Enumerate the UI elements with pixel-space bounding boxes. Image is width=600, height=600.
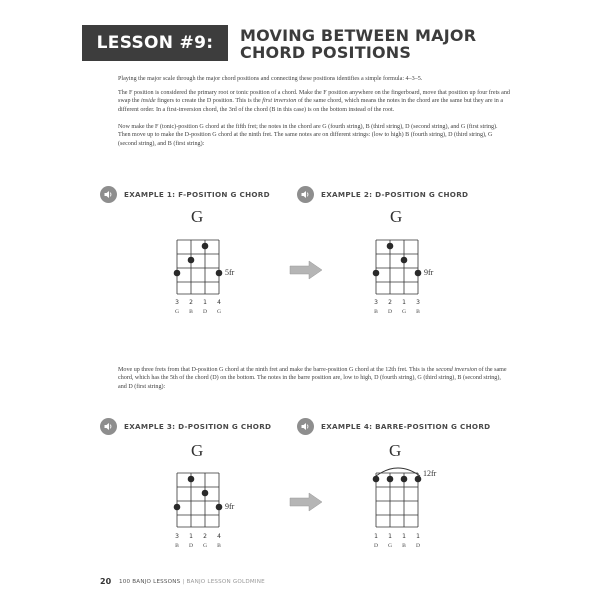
fret-position-label: 12fr — [423, 469, 437, 478]
finger-number: 1 — [388, 533, 392, 540]
finger-number: 1 — [402, 533, 406, 540]
note-name: G — [401, 309, 407, 315]
finger-number: 2 — [203, 533, 207, 540]
finger-number: 2 — [388, 299, 392, 306]
finger-number: 1 — [416, 533, 420, 540]
finger-number: 3 — [175, 533, 179, 540]
paragraph-tonic-chord: Now make the F (tonic)-position G chord at the fifth fret; the notes in the chord are G (fourth string), B (third string), D (second string), and G (first string). Then move up to make the D-position G chord at the ninth fret. The same notes are on different strings: (low to high) B (fourth string), D (third string), G (second string), and B (first string): — [118, 124, 498, 147]
example-2-header — [297, 186, 468, 203]
paragraph-text: Move up three frets from that D-position G chord at the ninth fret and make the barre-position G chord at the 12th fret. This is the — [118, 367, 436, 373]
note-name: B — [217, 543, 221, 549]
finger-number: 1 — [203, 299, 207, 306]
fret-position-label: 5fr — [225, 268, 235, 277]
note-name: G — [216, 309, 222, 315]
arrow-right-icon — [289, 260, 323, 280]
chord-diagram-4 — [371, 462, 425, 529]
lesson-number: LESSON #9: — [96, 33, 214, 53]
note-name: D — [373, 543, 379, 549]
finger-number: 3 — [374, 299, 378, 306]
speaker-icon[interactable] — [297, 418, 314, 435]
finger-number: 1 — [402, 299, 406, 306]
chord-name: G — [191, 207, 204, 226]
finger-number: 2 — [189, 299, 193, 306]
note-name: B — [402, 543, 406, 549]
note-name: B — [175, 543, 179, 549]
page-number: 20 — [100, 577, 112, 586]
fret-position-label: 9fr — [225, 502, 235, 511]
chord-name: G — [389, 441, 402, 460]
chord-diagram-1 — [173, 236, 225, 296]
fret-position-label: 9fr — [424, 268, 434, 277]
example-1-label: EXAMPLE 1: F-POSITION G CHORD — [124, 190, 270, 199]
emphasis-text: inside — [141, 98, 156, 105]
finger-number: 3 — [416, 299, 420, 306]
note-name: D — [202, 309, 208, 315]
note-name: B — [374, 309, 378, 315]
lesson-title-line-2: CHORD POSITIONS — [240, 43, 412, 62]
finger-number: 4 — [217, 533, 221, 540]
speaker-icon[interactable] — [100, 418, 117, 435]
book-title: 100 BANJO LESSONS — [119, 579, 181, 585]
note-name: B — [416, 309, 420, 315]
lesson-title — [240, 27, 540, 61]
chord-name: G — [390, 207, 403, 226]
example-1-header — [100, 186, 270, 203]
paragraph-intro: Playing the major scale through the major chord positions and connecting these positions identifies a simple formula: 4–3–5. — [118, 76, 423, 82]
chord-diagram-2 — [372, 236, 424, 296]
paragraph-f-position — [118, 89, 510, 114]
example-4-label: EXAMPLE 4: BARRE-POSITION G CHORD — [321, 422, 491, 431]
emphasis-text: second inversion — [435, 367, 477, 373]
speaker-icon[interactable] — [297, 186, 314, 203]
paragraph-text: fingers to create the D position. This is the — [155, 98, 263, 105]
note-name: G — [387, 543, 393, 549]
chord-name: G — [191, 441, 204, 460]
example-3-header — [100, 418, 271, 435]
example-4-header — [297, 418, 490, 435]
running-footer — [119, 579, 265, 585]
note-name: D — [188, 543, 194, 549]
paragraph-text: of the same chord, which means the notes in the chord are the same but they are in a different order. In a first-inversion chord, the 3rd of the chord (B in this case) is on the bottom instead of the root. — [118, 98, 504, 113]
paragraph-text: of the same chord, which has the 5th of the chord (D) on the bottom. The notes in the barre position are, low to high, D (fourth string), G (third string), B (second string), and D (first string): — [118, 367, 507, 390]
finger-number: 3 — [175, 299, 179, 306]
example-3-label: EXAMPLE 3: D-POSITION G CHORD — [124, 422, 272, 431]
lesson-title-line-1: MOVING BETWEEN MAJOR — [240, 26, 477, 45]
note-name: D — [387, 309, 393, 315]
speaker-icon[interactable] — [100, 186, 117, 203]
note-name: G — [174, 309, 180, 315]
finger-number: 1 — [189, 533, 193, 540]
footer-separator: | — [182, 579, 187, 585]
finger-number: 4 — [217, 299, 221, 306]
lesson-number-badge — [82, 25, 228, 61]
chord-diagram-3 — [173, 469, 225, 529]
note-name: D — [415, 543, 421, 549]
note-name: B — [189, 309, 193, 315]
paragraph-text: The F position is considered the primary root or tonic position of a chord. Make the F position anywhere on the fingerboard, move that position up four frets and swap the — [118, 90, 510, 105]
note-name: G — [202, 543, 208, 549]
example-2-label: EXAMPLE 2: D-POSITION G CHORD — [321, 190, 469, 199]
emphasis-text: first inversion — [262, 98, 297, 105]
paragraph-barre-position — [118, 366, 510, 391]
series-title: BANJO LESSON GOLDMINE — [186, 579, 265, 585]
arrow-right-icon — [289, 492, 323, 512]
finger-number: 1 — [374, 533, 378, 540]
